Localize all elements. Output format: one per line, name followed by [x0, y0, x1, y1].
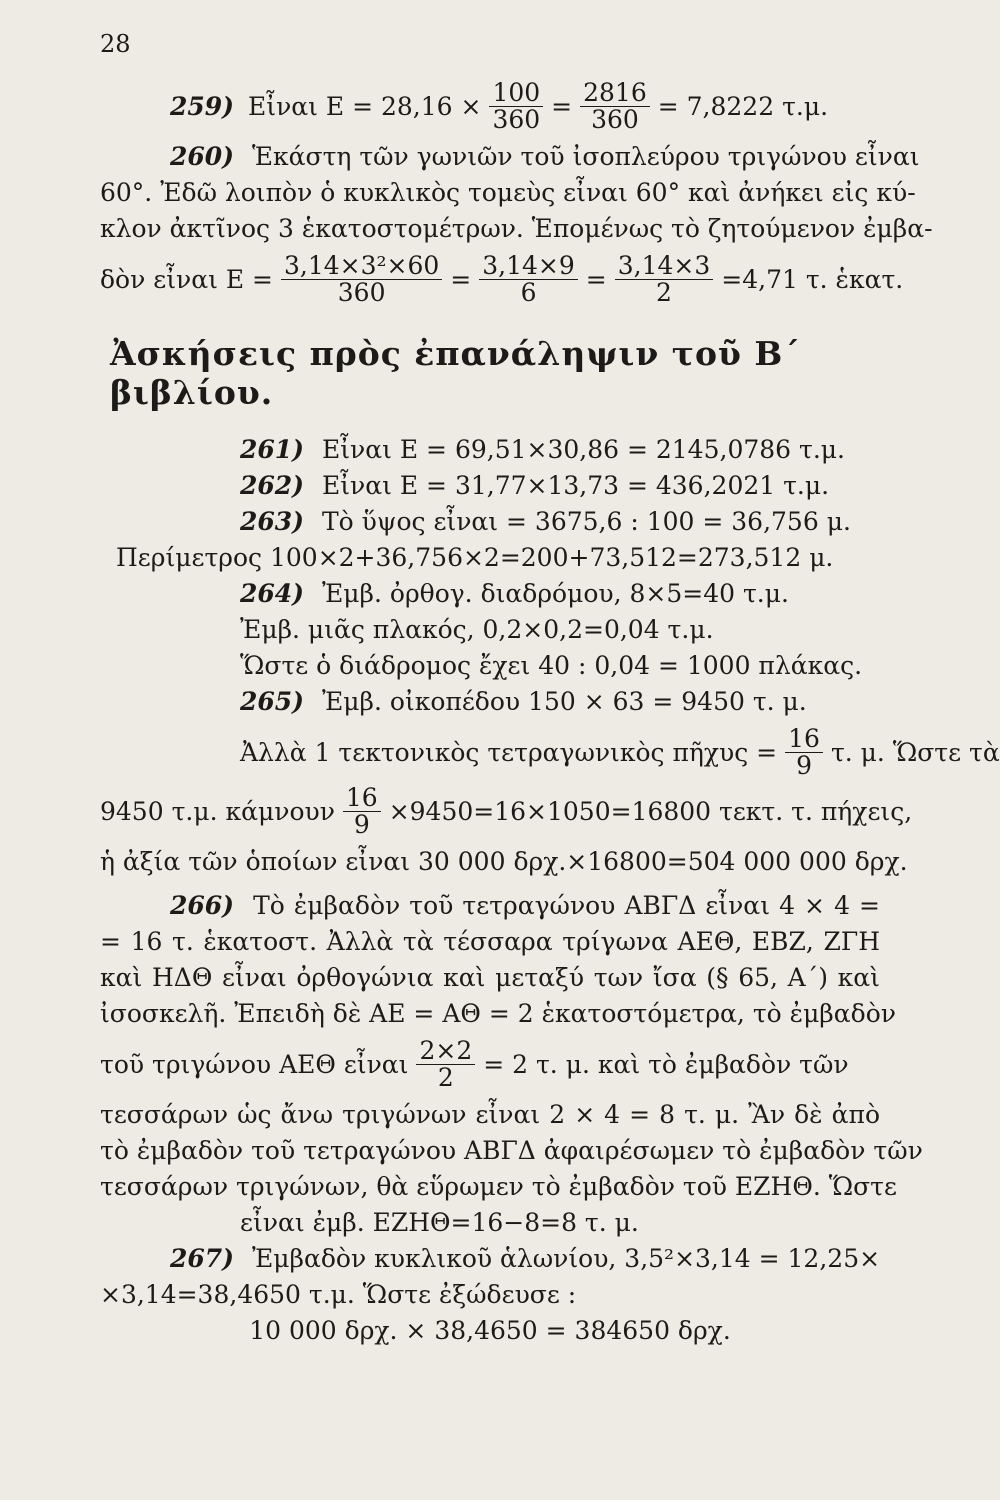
- exercise-number: 260): [170, 142, 235, 171]
- text: Ἐμβ. οἰκοπέδου 150 × 63 = 9450 τ. μ.: [321, 687, 807, 716]
- text-line: Ὥστε ὁ διάδρομος ἔχει 40 : 0,04 = 1000 πλάκας.: [240, 651, 863, 680]
- exercise-number: 261): [240, 435, 305, 464]
- formula-line: [100, 1038, 880, 1091]
- text: 9450 τ.μ. κάμνουν: [100, 797, 335, 826]
- text-line: κλον ἀκτῖνος 3 ἑκατοστομέτρων. Ἑπομένως τὸ ζητούμενον ἐμβα-: [100, 214, 933, 243]
- exercise-261: [100, 432, 880, 468]
- text: δὸν εἶναι Ε =: [100, 265, 273, 294]
- text: Τὸ ὕψος εἶναι = 3675,6 : 100 = 36,756 μ.: [321, 507, 851, 536]
- exercise-263: [100, 504, 880, 540]
- text: Ἐμβαδὸν κυκλικοῦ ἁλωνίου, 3,5²×3,14 = 12,25×: [251, 1244, 881, 1273]
- numerator: 3,14×9: [479, 253, 578, 280]
- equals: =: [551, 92, 573, 121]
- numerator: 3,14×3: [615, 253, 714, 280]
- exercise-264: [100, 576, 880, 612]
- text-line: ἰσοσκελῆ. Ἐπειδὴ δὲ ΑΕ = ΑΘ = 2 ἑκατοστόμετρα, τὸ ἐμβαδὸν: [100, 999, 896, 1028]
- formula-line: [100, 783, 913, 839]
- fraction: [785, 726, 823, 779]
- section-heading: Ἀσκήσεις πρὸς ἐπανάληψιν τοῦ Β΄ βιβλίου.: [110, 334, 801, 412]
- text-line: τὸ ἐμβαδὸν τοῦ τετραγώνου ΑΒΓΔ ἀφαιρέσωμεν τὸ ἐμβαδὸν τῶν: [100, 1136, 923, 1165]
- numerator: 16: [343, 785, 381, 812]
- denominator: 9: [353, 810, 370, 839]
- exercise-number: 259): [170, 92, 235, 121]
- exercise-260-line: [100, 139, 920, 175]
- text: = 7,8222 τ.μ.: [657, 92, 829, 121]
- text: Ἀλλὰ 1 τεκτονικὸς τετραγωνικὸς πῆχυς =: [240, 738, 778, 767]
- exercise-number: 267): [170, 1244, 235, 1273]
- exercise-267: [100, 1241, 880, 1277]
- denominator: 9: [796, 751, 812, 780]
- text-line: 60°. Ἐδῶ λοιπὸν ὁ κυκλικὸς τομεὺς εἶναι 60° καὶ ἀνήκει εἰς κύ-: [100, 178, 916, 207]
- text-line: ἡ ἀξία τῶν ὁποίων εἶναι 30 000 δρχ.×16800=504 000 000 δρχ.: [100, 847, 908, 876]
- exercise-number: 264): [240, 579, 305, 608]
- text-line: τεσσάρων τριγώνων, θὰ εὕρωμεν τὸ ἐμβαδὸν τοῦ ΕΖΗΘ. Ὥστε: [100, 1172, 897, 1201]
- denominator: 2: [437, 1063, 454, 1092]
- fraction: [343, 785, 381, 838]
- fraction: [281, 253, 442, 306]
- equals: =: [585, 265, 607, 294]
- text-line: τεσσάρων ὡς ἄνω τριγώνων εἶναι 2 × 4 = 8 τ. μ. Ἂν δὲ ἀπὸ: [100, 1100, 880, 1129]
- denominator: 6: [520, 278, 537, 307]
- exercise-265: [100, 684, 880, 720]
- text: Ἐμβ. ὀρθογ. διαδρόμου, 8×5=40 τ.μ.: [321, 579, 789, 608]
- numerator: 3,14×3²×60: [281, 253, 442, 280]
- exercise-259: [100, 80, 880, 133]
- exercise-266: [100, 888, 880, 924]
- exercise-number: 263): [240, 507, 305, 536]
- denominator: 360: [591, 105, 639, 134]
- text: =4,71 τ. ἑκατ.: [721, 265, 904, 294]
- text: Ἑκάστη τῶν γωνιῶν τοῦ ἰσοπλεύρου τριγώνου εἶναι: [251, 142, 920, 171]
- text: Εἶναι Ε = 31,77×13,73 = 436,2021 τ.μ.: [321, 471, 830, 500]
- text: τοῦ τριγώνου ΑΕΘ εἶναι: [100, 1050, 409, 1079]
- text: τ. μ. Ὥστε τὰ: [830, 738, 1000, 767]
- denominator: 2: [656, 278, 672, 307]
- exercise-number: 262): [240, 471, 305, 500]
- fraction: [615, 253, 714, 306]
- fraction: [580, 80, 650, 133]
- fraction: [416, 1038, 475, 1091]
- text-line: = 16 τ. ἑκατοστ. Ἀλλὰ τὰ τέσσαρα τρίγωνα ΑΕΘ, ΕΒΖ, ΖΓΗ: [100, 927, 880, 956]
- text-line: ×3,14=38,4650 τ.μ. Ὥστε ἐξώδευσε :: [100, 1280, 577, 1309]
- text-line: εἶναι ἐμβ. ΕΖΗΘ=16−8=8 τ. μ.: [240, 1208, 639, 1237]
- page-number: 28: [100, 30, 131, 58]
- text: Εἶναι Ε = 69,51×30,86 = 2145,0786 τ.μ.: [321, 435, 845, 464]
- text-line: Ἐμβ. μιᾶς πλακός, 0,2×0,2=0,04 τ.μ.: [240, 615, 714, 644]
- equals: =: [450, 265, 472, 294]
- exercise-number: 266): [170, 891, 235, 920]
- formula-line: [100, 724, 1000, 780]
- exercise-number: 265): [240, 687, 305, 716]
- numerator: 2816: [580, 80, 650, 107]
- numerator: 100: [489, 80, 543, 107]
- formula-line: [100, 251, 904, 307]
- exercise-262: [100, 468, 880, 504]
- text: Εἶναι Ε = 28,16 ×: [248, 92, 482, 121]
- fraction: [479, 253, 578, 306]
- text: = 2 τ. μ. καὶ τὸ ἐμβαδὸν τῶν: [483, 1050, 849, 1079]
- numerator: 2×2: [416, 1038, 475, 1065]
- text: ×9450=16×1050=16800 τεκτ. τ. πήχεις,: [388, 797, 913, 826]
- denominator: 360: [337, 278, 386, 307]
- denominator: 360: [492, 105, 541, 134]
- text-line: 10 000 δρχ. × 38,4650 = 384650 δρχ.: [249, 1316, 731, 1345]
- text-line: καὶ ΗΔΘ εἶναι ὀρθογώνια καὶ μεταξύ των ἴσα (§ 65, Α΄) καὶ: [100, 963, 880, 992]
- text: Τὸ ἐμβαδὸν τοῦ τετραγώνου ΑΒΓΔ εἶναι 4 × 4 =: [253, 891, 880, 920]
- fraction: [489, 80, 543, 133]
- numerator: 16: [785, 726, 823, 753]
- text-line: Περίμετρος 100×2+36,756×2=200+73,512=273,512 μ.: [116, 543, 834, 572]
